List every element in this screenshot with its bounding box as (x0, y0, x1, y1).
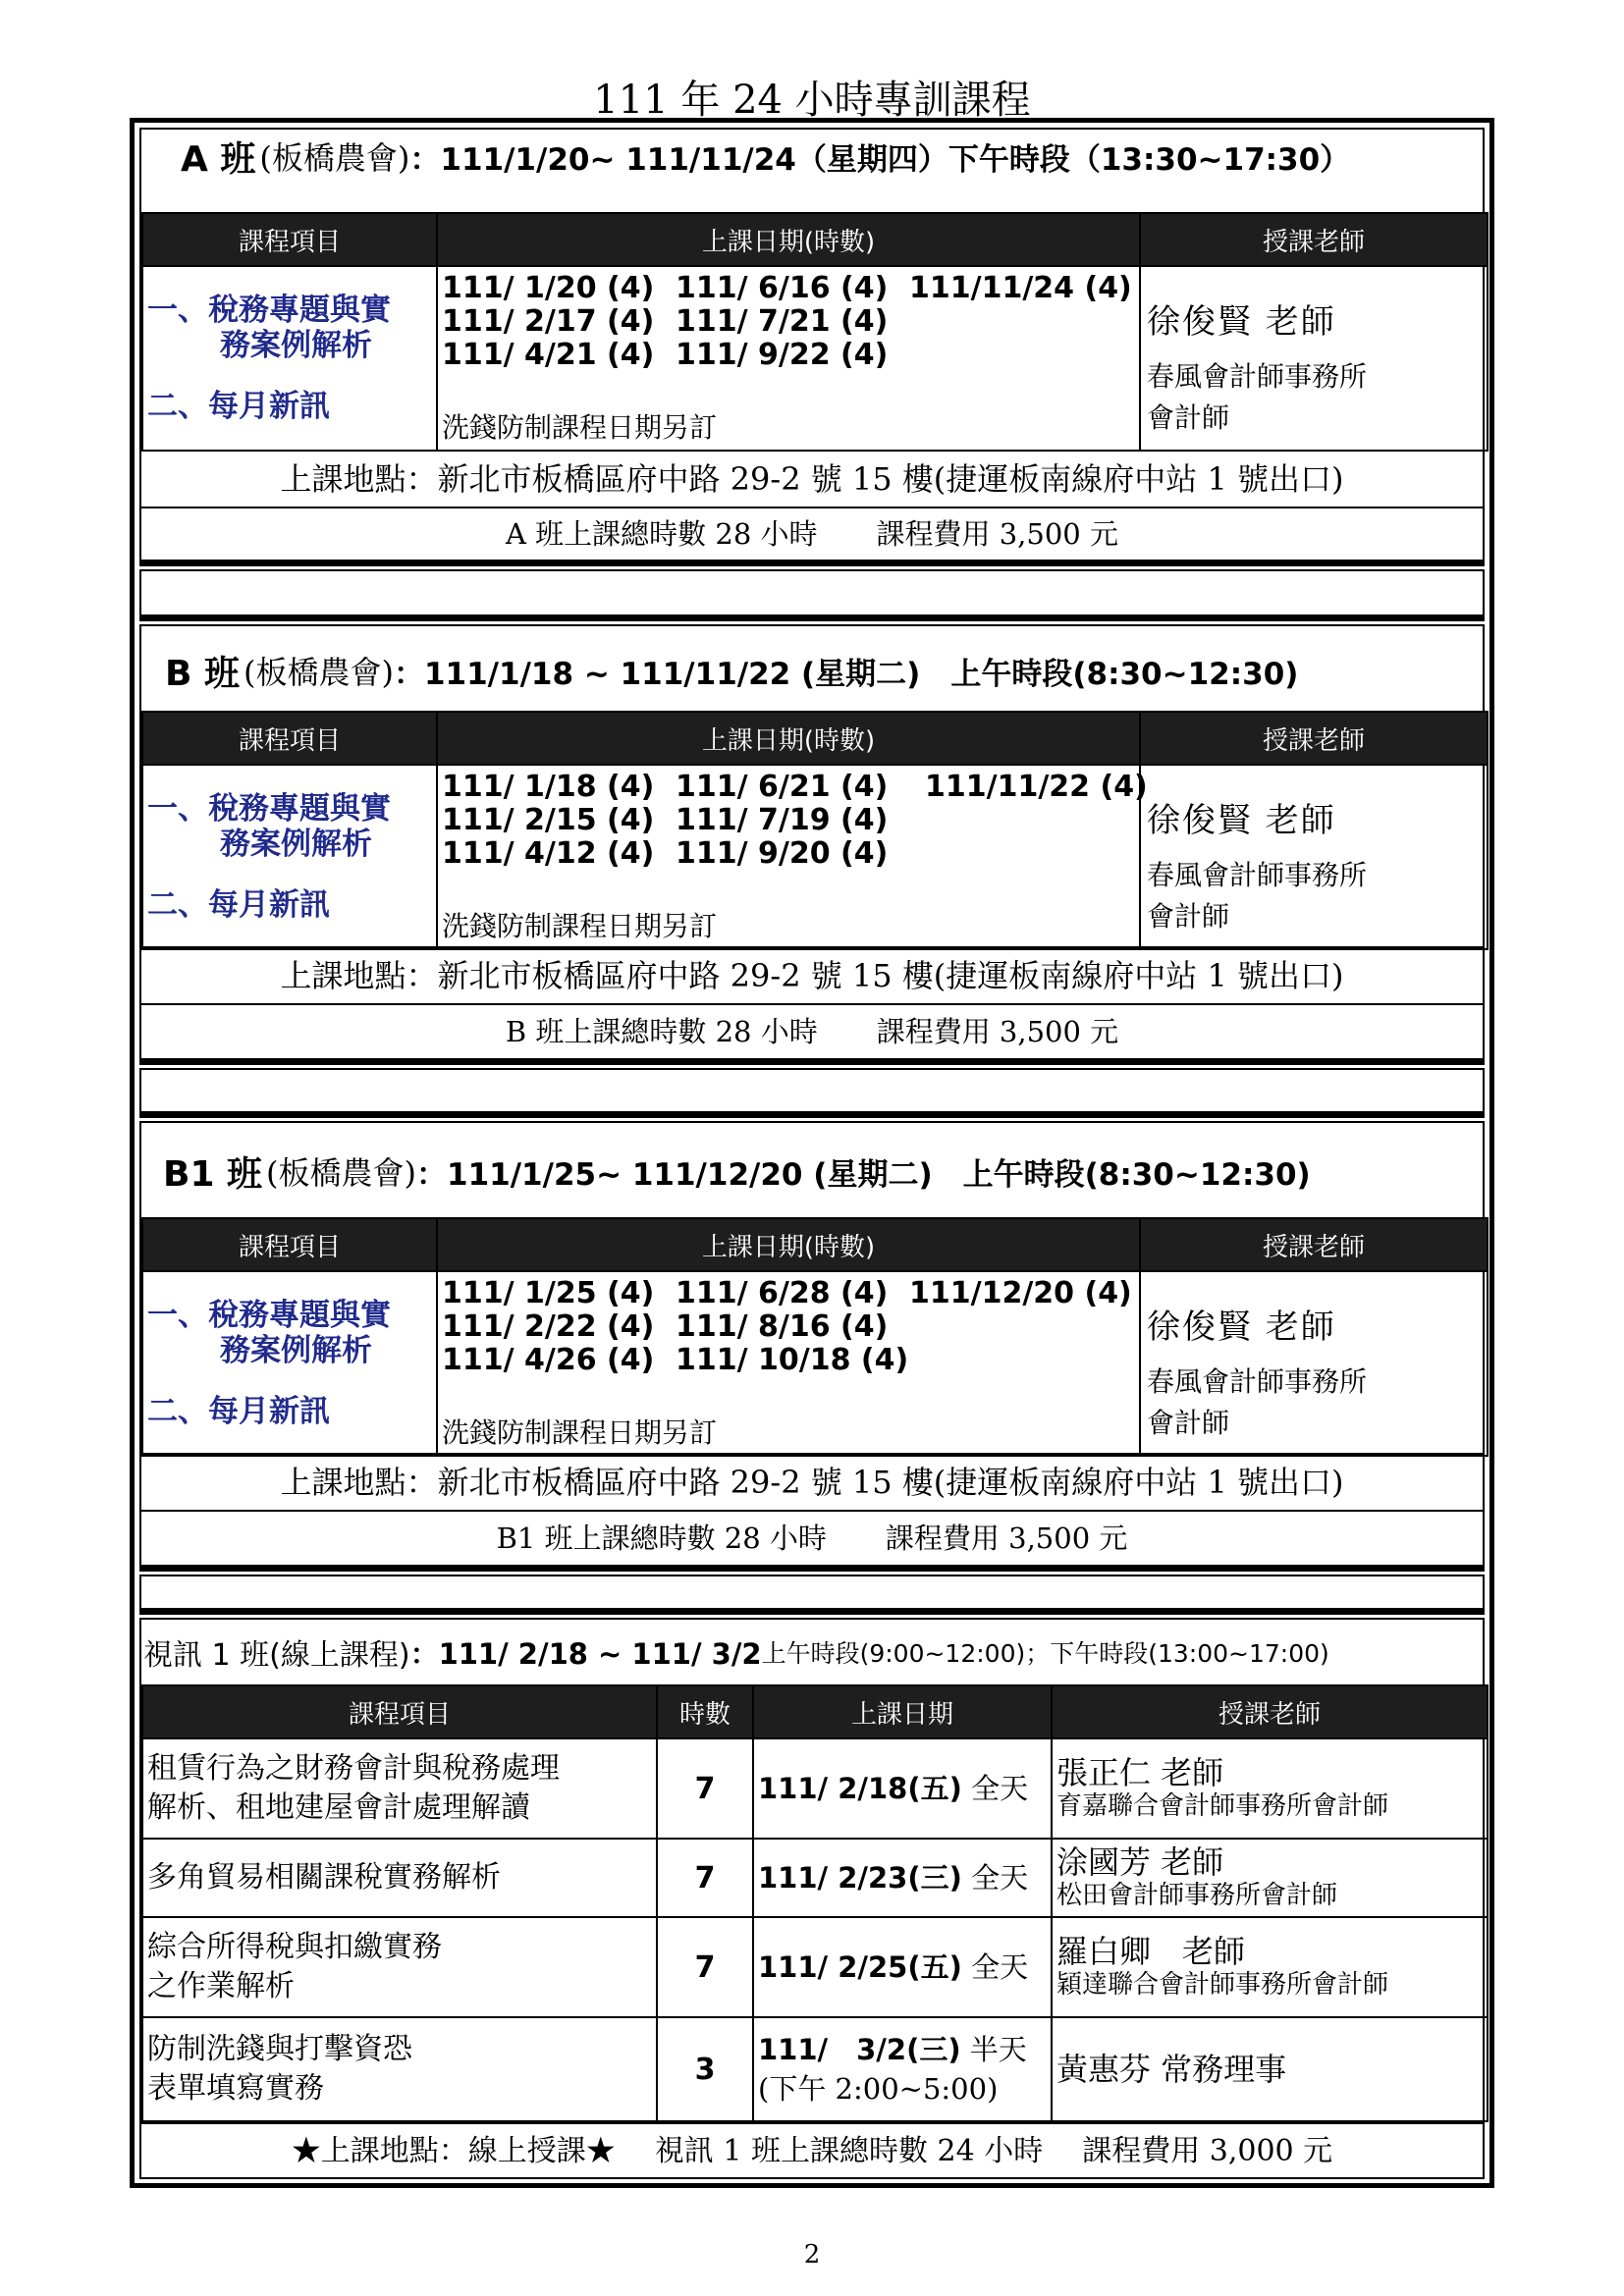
course-items (142, 266, 437, 451)
course-fee: 課程費用 3,000 元 (1082, 2134, 1333, 2168)
session-date: 111/ 6/16 (4) (676, 271, 889, 305)
location-row: 上課地點：新北市板橋區府中路 29-2 號 15 樓(捷運板南線府中站 1 號出口) (141, 946, 1483, 1003)
divider (139, 561, 1485, 566)
online-summary-row (141, 2122, 1483, 2177)
session-date: 111/11/24 (4) (909, 271, 1132, 305)
course-item-2: 二、每月新訊 (147, 887, 330, 923)
course-item-1: 一、稅務專題與實 務案例解析 (147, 1298, 391, 1368)
total-hours: B1 班上課總時數 28 小時 (496, 1522, 827, 1555)
header-teacher: 授課老師 (1140, 1218, 1488, 1271)
summary-row (141, 507, 1483, 560)
teacher-name: 徐俊賢 老師 (1147, 302, 1336, 342)
course-item-1: 一、稅務專題與實 務案例解析 (147, 791, 391, 862)
session-date: 111/ 1/18 (4) (442, 770, 655, 804)
teacher-firm: 春風會計師事務所 會計師 (1147, 1365, 1368, 1439)
session-date: 111/ 1/25 (4) (442, 1276, 655, 1310)
session-date: 111/ 2/22 (4) (442, 1309, 655, 1344)
page-title: 111 年 24 小時專訓課程 (593, 78, 1031, 123)
session-date: 111/12/20 (4) (909, 1276, 1132, 1310)
divider (139, 1567, 1485, 1572)
total-hours: 視訊 1 班上課總時數 24 小時 (654, 2134, 1044, 2168)
course-teacher: 黃惠芬 常務理事 (1052, 2017, 1488, 2121)
divider (139, 1610, 1485, 1615)
session-dates (437, 1271, 1140, 1456)
session-date: 111/ 4/26 (4) (442, 1343, 655, 1377)
total-hours: B 班上課總時數 28 小時 (505, 1015, 818, 1048)
header-teacher: 授課老師 (1140, 213, 1488, 266)
class-b1-header (141, 1123, 1483, 1219)
spacer-row (139, 569, 1485, 616)
session-date: 111/ 7/19 (4) (676, 803, 889, 837)
course-hours: 7 (657, 1738, 753, 1839)
summary-row (141, 1510, 1483, 1565)
class-venue: (板橋農會) (259, 139, 410, 177)
class-schedule: ：111/1/20~ 111/11/24（星期四）下午時段（13:30~17:30） (409, 141, 1351, 178)
class-name: A 班 (181, 138, 256, 180)
total-hours: A 班上課總時數 28 小時 (506, 517, 818, 551)
course-date: 111/ 2/18(五) 全天 (753, 1738, 1052, 1839)
session-dates (437, 266, 1140, 451)
course-hours: 7 (657, 1839, 753, 1917)
session-date: 111/ 4/12 (4) (442, 836, 655, 871)
class-name: 視訊 1 班(線上課程) (143, 1638, 410, 1673)
class-a-table (141, 212, 1489, 452)
course-teacher: 涂國芳 老師 松田會計師事務所會計師 (1052, 1839, 1488, 1917)
class-a-header (141, 130, 1483, 183)
header-teacher: 授課老師 (1052, 1685, 1488, 1738)
course-date: 111/ 2/23(三) 全天 (753, 1839, 1052, 1917)
aml-note: 洗錢防制課程日期另訂 (442, 910, 718, 942)
class-a-section (139, 128, 1485, 561)
session-date: 111/ 9/22 (4) (676, 338, 889, 372)
teacher-cell (1140, 1271, 1488, 1456)
header-date: 上課日期 (753, 1685, 1052, 1738)
class-b1-section (139, 1121, 1485, 1567)
course-item-1: 一、稅務專題與實 務案例解析 (147, 293, 391, 363)
session-date: 111/ 2/15 (4) (442, 803, 655, 837)
course-date: 111/ 2/25(五) 全天 (753, 1917, 1052, 2017)
class-b-header (141, 626, 1483, 715)
class-venue: (板橋農會) (266, 1154, 417, 1192)
online-course-table (141, 1684, 1489, 2122)
class-name: B1 班 (163, 1153, 263, 1195)
class-b-table (141, 711, 1489, 950)
header-dates: 上課日期(時數) (437, 712, 1140, 765)
header-item: 課程項目 (142, 213, 437, 266)
aml-note: 洗錢防制課程日期另訂 (442, 411, 718, 444)
course-teacher: 羅白卿 老師 穎達聯合會計師事務所會計師 (1052, 1917, 1488, 2017)
class-b1-table (141, 1217, 1489, 1457)
class-b-section (139, 624, 1485, 1060)
page-number: 2 (803, 2240, 821, 2269)
course-item-2: 二、每月新訊 (147, 389, 330, 424)
course-name: 租賃行為之財務會計與稅務處理 解析、租地建屋會計處理解讀 (142, 1738, 657, 1839)
course-fee: 課程費用 3,500 元 (876, 517, 1118, 551)
session-date: 111/ 7/21 (4) (676, 304, 889, 339)
course-teacher: 張正仁 老師 育嘉聯合會計師事務所會計師 (1052, 1738, 1488, 1839)
session-date: 111/ 1/20 (4) (442, 271, 655, 305)
online-location: ★上課地點：線上授課★ (291, 2134, 616, 2168)
table-row (142, 1738, 1488, 1839)
session-date: 111/ 9/20 (4) (676, 836, 889, 871)
course-hours: 3 (657, 2017, 753, 2121)
session-date: 111/11/22 (4) (925, 770, 1148, 804)
course-date: 111/ 3/2(三) 半天 (下午 2:00~5:00) (753, 2017, 1052, 2121)
session-date: 111/ 8/16 (4) (676, 1309, 889, 1344)
header-hours: 時數 (657, 1685, 753, 1738)
teacher-name: 徐俊賢 老師 (1147, 801, 1336, 840)
class-venue: (板橋農會) (243, 654, 394, 691)
summary-row (141, 1003, 1483, 1058)
divider (139, 1113, 1485, 1118)
course-items (142, 1271, 437, 1456)
course-name: 防制洗錢與打擊資恐 表單填寫實務 (142, 2017, 657, 2121)
header-item: 課程項目 (142, 1685, 657, 1738)
header-dates: 上課日期(時數) (437, 1218, 1140, 1271)
course-hours: 7 (657, 1917, 753, 2017)
session-date: 111/ 10/18 (4) (676, 1343, 909, 1377)
class-time-slots: 上午時段(9:00~12:00)；下午時段(13:00~17:00) (761, 1639, 1329, 1668)
teacher-firm: 春風會計師事務所 會計師 (1147, 859, 1368, 933)
teacher-name: 徐俊賢 老師 (1147, 1308, 1336, 1347)
course-fee: 課程費用 3,500 元 (876, 1015, 1119, 1048)
session-dates (437, 765, 1148, 949)
divider (139, 1060, 1485, 1065)
online-class-header (141, 1620, 1483, 1684)
aml-note: 洗錢防制課程日期另訂 (442, 1416, 718, 1449)
header-dates: 上課日期(時數) (437, 213, 1140, 266)
course-items (142, 765, 437, 949)
spacer-row (139, 1068, 1485, 1113)
header-item: 課程項目 (142, 1218, 437, 1271)
divider (139, 616, 1485, 621)
table-row (142, 1917, 1488, 2017)
session-date: 111/ 4/21 (4) (442, 338, 655, 372)
session-date: 111/ 6/21 (4) (676, 770, 889, 804)
teacher-cell (1140, 266, 1488, 451)
course-item-2: 二、每月新訊 (147, 1394, 330, 1429)
class-schedule: ：111/1/25~ 111/12/20 (星期二) 上午時段(8:30~12:30) (416, 1156, 1311, 1193)
table-row (142, 1839, 1488, 1917)
course-name: 多角貿易相關課稅實務解析 (142, 1839, 657, 1917)
session-date: 111/ 6/28 (4) (676, 1276, 889, 1310)
table-row (142, 2017, 1488, 2121)
location-row: 上課地點：新北市板橋區府中路 29-2 號 15 樓(捷運板南線府中站 1 號出口) (141, 450, 1483, 507)
class-date-range: ：111/ 2/18 ~ 111/ 3/2 (409, 1636, 762, 1671)
teacher-firm: 春風會計師事務所 會計師 (1147, 360, 1368, 434)
online-class-section (139, 1618, 1485, 2179)
course-fee: 課程費用 3,500 元 (885, 1522, 1128, 1555)
location-row: 上課地點：新北市板橋區府中路 29-2 號 15 樓(捷運板南線府中站 1 號出口) (141, 1453, 1483, 1510)
header-teacher: 授課老師 (1140, 712, 1488, 765)
class-schedule: ：111/1/18 ~ 111/11/22 (星期二) 上午時段(8:30~12:30) (393, 656, 1299, 692)
class-name: B 班 (165, 653, 240, 694)
header-item: 課程項目 (142, 712, 437, 765)
course-name: 綜合所得稅與扣繳實務 之作業解析 (142, 1917, 657, 2017)
session-date: 111/ 2/17 (4) (442, 304, 655, 339)
teacher-cell (1140, 765, 1488, 949)
spacer-row (139, 1575, 1485, 1610)
